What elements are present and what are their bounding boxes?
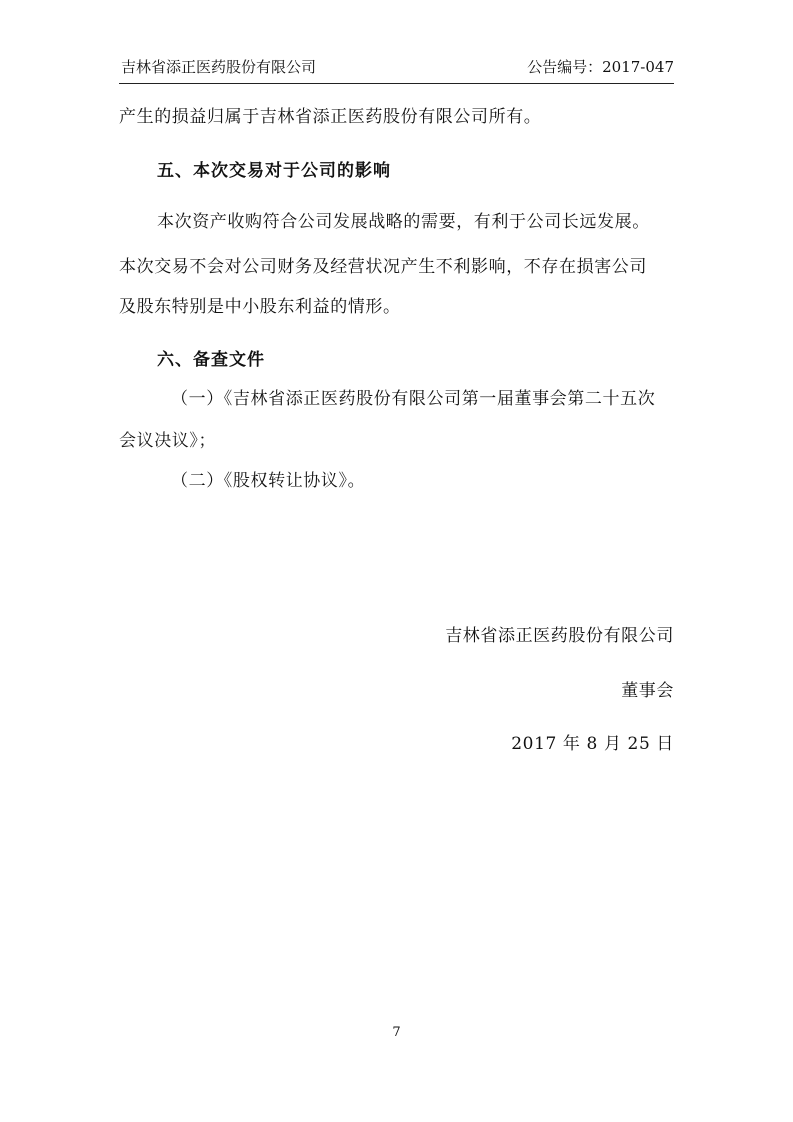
signature-company: 吉林省添正医药股份有限公司 xyxy=(445,626,674,646)
page-number: 7 xyxy=(392,1025,401,1040)
continuation-paragraph: 产生的损益归属于吉林省添正医药股份有限公司所有。 xyxy=(119,107,542,127)
section-5-heading: 五、本次交易对于公司的影响 xyxy=(157,161,391,181)
header-company-name: 吉林省添正医药股份有限公司 xyxy=(121,58,317,76)
section-5-paragraph-line-1: 本次资产收购符合公司发展战略的需要，有利于公司长远发展。 xyxy=(157,212,650,232)
section-5-paragraph-line-2: 本次交易不会对公司财务及经营状况产生不利影响，不存在损害公司 xyxy=(119,257,647,277)
reference-document-2: （二）《股权转让协议》。 xyxy=(171,471,366,491)
section-5-paragraph-line-3: 及股东特别是中小股东利益的情形。 xyxy=(119,297,401,317)
reference-document-1-line-2: 会议决议》； xyxy=(119,431,217,451)
signature-board: 董事会 xyxy=(621,681,674,701)
signature-date: 2017 年 8 月 25 日 xyxy=(511,734,674,754)
page-header xyxy=(119,55,674,84)
header-announcement-code: 公告编号：2017-047 xyxy=(527,58,674,76)
section-6-heading: 六、备查文件 xyxy=(157,350,265,370)
reference-document-1-line-1: （一）《吉林省添正医药股份有限公司第一届董事会第二十五次 xyxy=(171,389,656,409)
